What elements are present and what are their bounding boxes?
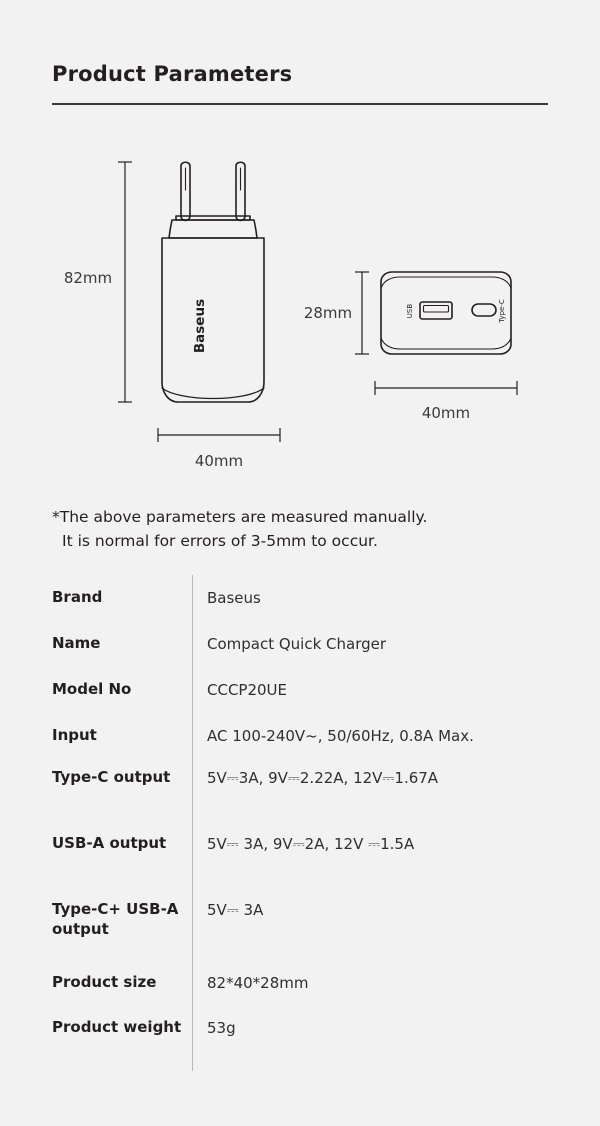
table-row bbox=[52, 957, 548, 1009]
measurement-note bbox=[52, 505, 552, 553]
face-width-dimension-label: 40mm bbox=[421, 404, 471, 422]
table-row bbox=[52, 575, 548, 621]
depth-dimension-label: 28mm bbox=[303, 304, 353, 322]
spec-value: AC 100-240V~, 50/60Hz, 0.8A Max. bbox=[207, 726, 474, 745]
specifications-table bbox=[52, 575, 548, 1071]
table-row bbox=[52, 713, 548, 759]
spec-key: USB-A output bbox=[52, 834, 167, 852]
typec-port-label: Type-C bbox=[498, 299, 506, 323]
spec-key: Model No bbox=[52, 680, 132, 699]
product-dimension-diagram bbox=[0, 130, 600, 490]
spec-value: Baseus bbox=[207, 588, 261, 607]
title-divider bbox=[52, 103, 548, 105]
spec-value: Compact Quick Charger bbox=[207, 634, 387, 653]
table-row bbox=[52, 667, 548, 713]
table-row bbox=[52, 825, 548, 891]
table-row bbox=[52, 891, 548, 957]
page-title: Product Parameters bbox=[52, 62, 293, 86]
spec-key: Input bbox=[52, 726, 97, 745]
spec-value: 5V⎓3A, 9V⎓2.22A, 12V⎓1.67A bbox=[207, 769, 439, 787]
page-title-block bbox=[52, 62, 548, 105]
spec-value: 5V⎓ 3A bbox=[207, 901, 264, 919]
spec-key: Product size bbox=[52, 973, 157, 992]
spec-value: 5V⎓ 3A, 9V⎓2A, 12V ⎓1.5A bbox=[207, 835, 415, 853]
table-row bbox=[52, 621, 548, 667]
width-dimension-label: 40mm bbox=[194, 452, 244, 470]
spec-value: 82*40*28mm bbox=[207, 973, 309, 992]
table-row bbox=[52, 1009, 548, 1071]
spec-key: Type-C output bbox=[52, 768, 171, 786]
spec-key: Name bbox=[52, 634, 101, 653]
spec-key: Type-C+ USB-A output bbox=[52, 900, 179, 938]
spec-value: 53g bbox=[207, 1019, 236, 1037]
spec-key: Brand bbox=[52, 588, 103, 607]
spec-value: CCCP20UE bbox=[207, 680, 288, 699]
height-dimension-label: 82mm bbox=[63, 269, 113, 287]
usb-port-label: USB bbox=[406, 303, 414, 319]
brand-mark: Baseus bbox=[192, 298, 208, 354]
note-line-1: *The above parameters are measured manually. bbox=[52, 508, 428, 526]
spec-key: Product weight bbox=[52, 1018, 182, 1036]
table-row bbox=[52, 759, 548, 825]
note-line-2: It is normal for errors of 3-5mm to occur. bbox=[62, 532, 378, 551]
